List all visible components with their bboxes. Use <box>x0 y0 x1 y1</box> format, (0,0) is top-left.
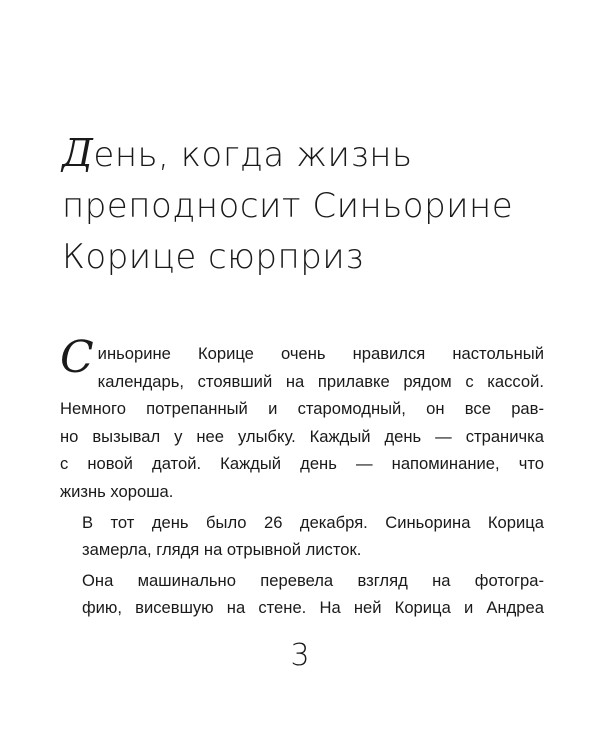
paragraph-3 <box>60 567 544 622</box>
chapter-title-initial: Д <box>62 131 94 175</box>
chapter-title-line-2: преподносит Синьорине <box>62 186 514 226</box>
chapter-title <box>62 128 562 283</box>
paragraph-line: с новой датой. Каждый день — напоминание, что <box>60 454 544 474</box>
page-number: 3 <box>290 638 310 673</box>
paragraph-line: иньорине Корице очень нравился настольный <box>97 344 544 363</box>
chapter-title-line-3: Корице сюрприз <box>62 237 365 277</box>
paragraph-2 <box>60 509 544 564</box>
paragraph-1 <box>60 332 544 506</box>
paragraph-line: жизнь хороша. <box>60 481 174 501</box>
paragraph-line: фию, висевшую на стене. На ней Корица и Андреа <box>82 598 544 618</box>
chapter-title-line-1: День, когда жизнь <box>62 131 413 175</box>
paragraph-line: календарь, стоявший на прилавке рядом с кассой. <box>97 371 544 391</box>
paragraph-line: замерла, глядя на отрывной листок. <box>82 540 362 560</box>
chapter-body <box>60 332 544 622</box>
paragraph-line: Немного потрепанный и старомодный, он все рав- <box>60 399 544 419</box>
paragraph-line: но вызывал у нее улыбку. Каждый день — страничка <box>60 426 544 446</box>
drop-cap: С <box>60 332 94 383</box>
paragraph-line: В тот день было 26 декабря. Синьорина Корица <box>82 512 544 532</box>
paragraph-line: Она машинально перевела взгляд на фотогра- <box>82 570 544 590</box>
